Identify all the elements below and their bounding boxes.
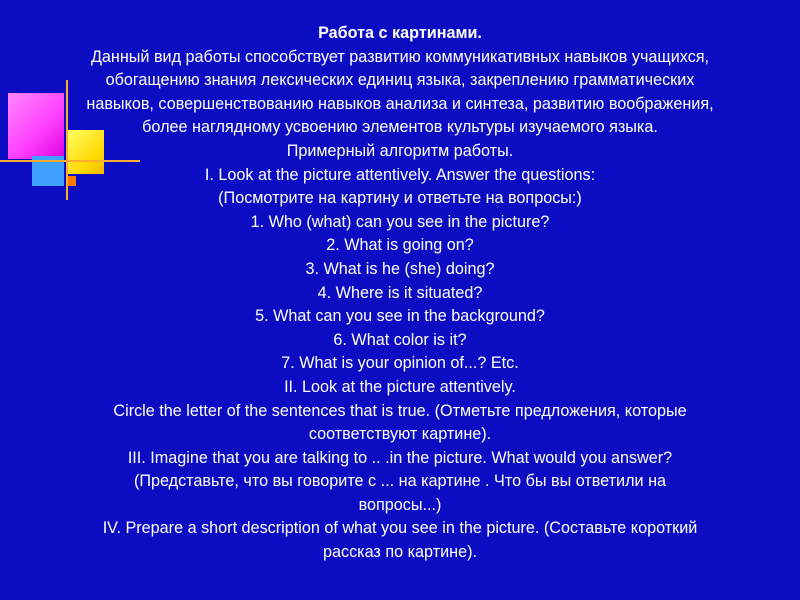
- text-line: 5. What can you see in the background?: [255, 307, 545, 326]
- text-line: 2. What is going on?: [326, 236, 474, 255]
- text-line: 6. What color is it?: [333, 330, 467, 349]
- text-line: 7. What is your opinion of...? Etc.: [281, 354, 519, 373]
- text-line: 1. Who (what) can you see in the picture?: [250, 212, 550, 231]
- text-line: рассказ по картине).: [322, 543, 477, 562]
- text-line: (Представьте, что вы говорите с ... на картине . Что бы вы ответили на: [133, 472, 667, 491]
- text-line: (Посмотрите на картину и ответьте на вопросы:): [218, 189, 582, 208]
- text-line: соответствуют картине).: [308, 425, 492, 444]
- text-line: навыков, совершенствованию навыков анализа и синтеза, развитию воображения,: [86, 94, 714, 113]
- text-line: вопросы...): [358, 495, 442, 514]
- text-line: более наглядному усвоению элементов культуры изучаемого языка.: [142, 118, 658, 137]
- slide-title: Работа с картинами.: [318, 24, 482, 42]
- text-line: обогащению знания лексических единиц языка, закреплению грамматических: [105, 71, 695, 90]
- slide-text-block: [0, 22, 800, 565]
- text-line: 4. Where is it situated?: [317, 283, 483, 302]
- text-line: 3. What is he (she) doing?: [305, 259, 495, 278]
- text-line: Данный вид работы способствует развитию коммуникативных навыков учащихся,: [90, 47, 710, 66]
- text-line: IV. Prepare a short description of what you see in the picture. (Составьте короткий: [102, 519, 698, 538]
- text-line: I. Look at the picture attentively. Answer the questions:: [204, 165, 596, 184]
- text-line: Circle the letter of the sentences that is true. (Отметьте предложения, которые: [113, 401, 687, 420]
- text-line: III. Imagine that you are talking to .. .in the picture. What would you answer?: [127, 448, 673, 467]
- text-line: Примерный алгоритм работы.: [286, 141, 514, 160]
- text-line: II. Look at the picture attentively.: [284, 377, 516, 396]
